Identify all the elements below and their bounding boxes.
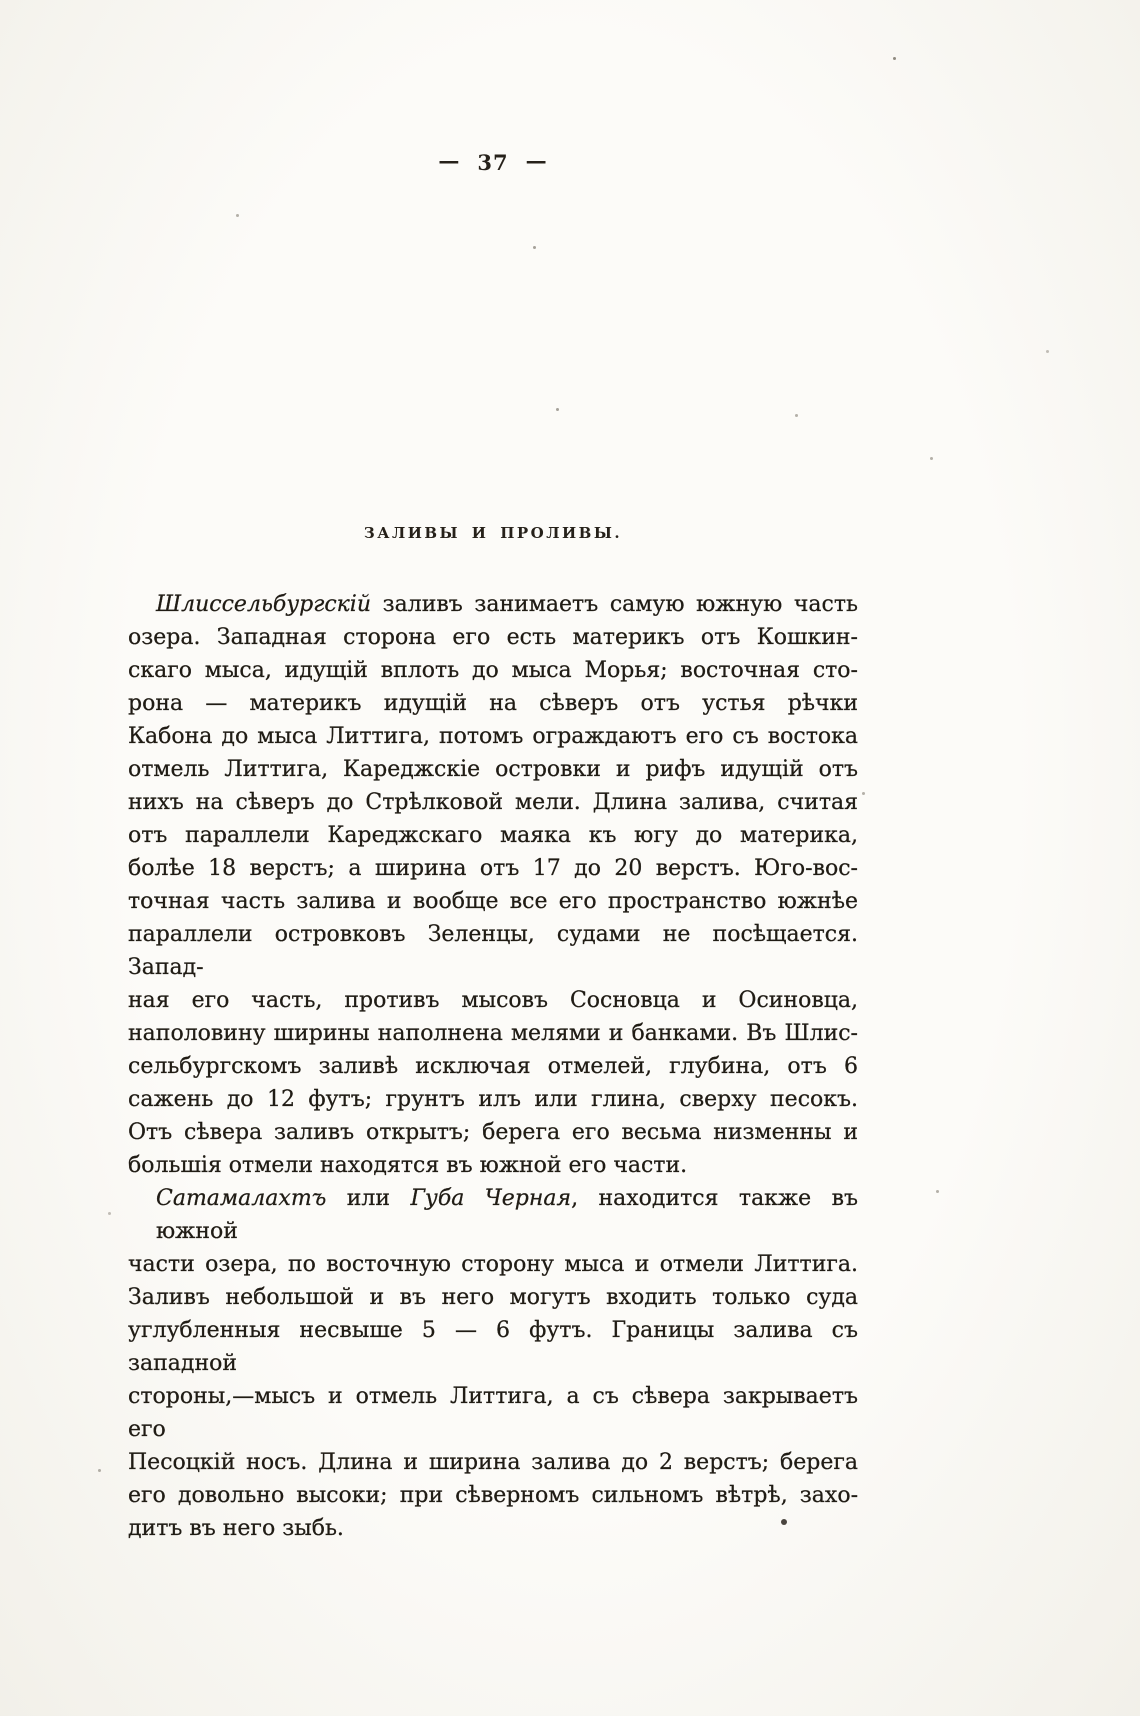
- body-text: дитъ въ него зыбь.: [128, 1516, 344, 1541]
- scan-speck: [930, 457, 933, 460]
- text-line: [128, 1149, 858, 1182]
- page-number-right-dash: —: [525, 148, 548, 173]
- body-text: заливъ занимаетъ самую южную часть: [370, 592, 858, 617]
- text-line: [128, 1479, 858, 1512]
- text-line: [128, 1512, 858, 1545]
- text-line: [128, 753, 858, 786]
- text-line: [128, 984, 858, 1017]
- scan-speck: [533, 246, 536, 249]
- body-text: точная часть залива и вообще все его пространство южнѣе: [128, 889, 858, 914]
- text-line: [128, 588, 858, 621]
- text-line: [128, 1281, 858, 1314]
- body-text: сельбургскомъ заливѣ исключая отмелей, глубина, отъ 6: [128, 1054, 858, 1079]
- body-text: стороны,—мысъ и отмель Литтига, а съ сѣвера закрываетъ его: [128, 1384, 858, 1442]
- body-text: нихъ на сѣверъ до Стрѣлковой мели. Длина залива, считая: [128, 790, 858, 815]
- scan-speck: [556, 408, 559, 411]
- body-text: Песоцкій носъ. Длина и ширина залива до 2 верстъ; берега: [128, 1450, 858, 1475]
- scan-speck: [98, 1469, 101, 1472]
- body-text: или: [326, 1186, 411, 1211]
- text-line: [128, 621, 858, 654]
- text-line: [128, 1083, 858, 1116]
- scan-speck: [108, 1212, 111, 1215]
- body-text: отмель Литтига, Кареджскіе островки и рифъ идущій отъ: [128, 757, 858, 782]
- text-line: [128, 819, 858, 852]
- text-line: [128, 852, 858, 885]
- body-text: Заливъ небольшой и въ него могутъ входить только суда: [128, 1285, 858, 1310]
- text-line: [128, 1446, 858, 1479]
- body-text: параллели островковъ Зеленцы, судами не посѣщается. Запад-: [128, 922, 858, 980]
- body-text: скаго мыса, идущій вплоть до мыса Морья; восточная сто-: [128, 658, 858, 683]
- body-text: ная его часть, противъ мысовъ Сосновца и Осиновца,: [128, 988, 858, 1013]
- body-text: части озера, по восточную сторону мыса и отмели Литтига.: [128, 1252, 858, 1277]
- text-line: [128, 1380, 858, 1446]
- page-number: [128, 150, 858, 175]
- body-text: отъ параллели Кареджскаго маяка къ югу до материка,: [128, 823, 858, 848]
- italic-text: Сатамалахтъ: [156, 1186, 327, 1211]
- text-line: [128, 918, 858, 984]
- body-text: Кабона до мыса Литтига, потомъ ограждаютъ его съ востока: [128, 724, 858, 749]
- text-line: [128, 1182, 858, 1248]
- text-line: [128, 1017, 858, 1050]
- scan-speck: [936, 1190, 939, 1193]
- text-block: [128, 588, 858, 1545]
- scan-speck: [236, 214, 239, 217]
- page-number-value: 37: [477, 150, 509, 175]
- body-text: , находится также въ южной: [156, 1186, 858, 1244]
- body-text: большія отмели находятся въ южной его части.: [128, 1153, 688, 1178]
- scan-speck: [862, 792, 865, 795]
- body-text: Отъ сѣвера заливъ открытъ; берега его весьма низменны и: [128, 1120, 858, 1145]
- text-line: [128, 720, 858, 753]
- text-line: [128, 1050, 858, 1083]
- page-number-left-dash: —: [438, 148, 461, 173]
- italic-text: Губа Черная: [410, 1186, 572, 1211]
- body-text: болѣе 18 верстъ; а ширина отъ 17 до 20 верстъ. Юго-вос-: [128, 856, 858, 881]
- text-line: [128, 885, 858, 918]
- text-line: [128, 1116, 858, 1149]
- body-text: наполовину ширины наполнена мелями и банками. Въ Шлис-: [128, 1021, 858, 1046]
- italic-text: Шлиссельбургскій: [156, 592, 371, 617]
- text-line: [128, 786, 858, 819]
- scan-speck: [893, 57, 896, 60]
- section-heading: ЗАЛИВЫ И ПРОЛИВЫ.: [363, 524, 623, 542]
- body-text: углубленныя несвыше 5 — 6 футъ. Границы залива съ западной: [128, 1318, 858, 1376]
- body-text: рона — материкъ идущій на сѣверъ отъ устья рѣчки: [128, 691, 858, 716]
- text-line: [128, 1248, 858, 1281]
- scan-speck: [1046, 350, 1049, 353]
- body-text: его довольно высоки; при сѣверномъ сильномъ вѣтрѣ, захо-: [128, 1483, 858, 1508]
- text-line: [128, 687, 858, 720]
- body-text: сажень до 12 футъ; грунтъ илъ или глина, сверху песокъ.: [128, 1087, 858, 1112]
- text-line: [128, 1314, 858, 1380]
- body-text: озера. Западная сторона его есть материкъ отъ Кошкин-: [128, 625, 858, 650]
- text-line: [128, 654, 858, 687]
- scan-speck: [795, 414, 798, 417]
